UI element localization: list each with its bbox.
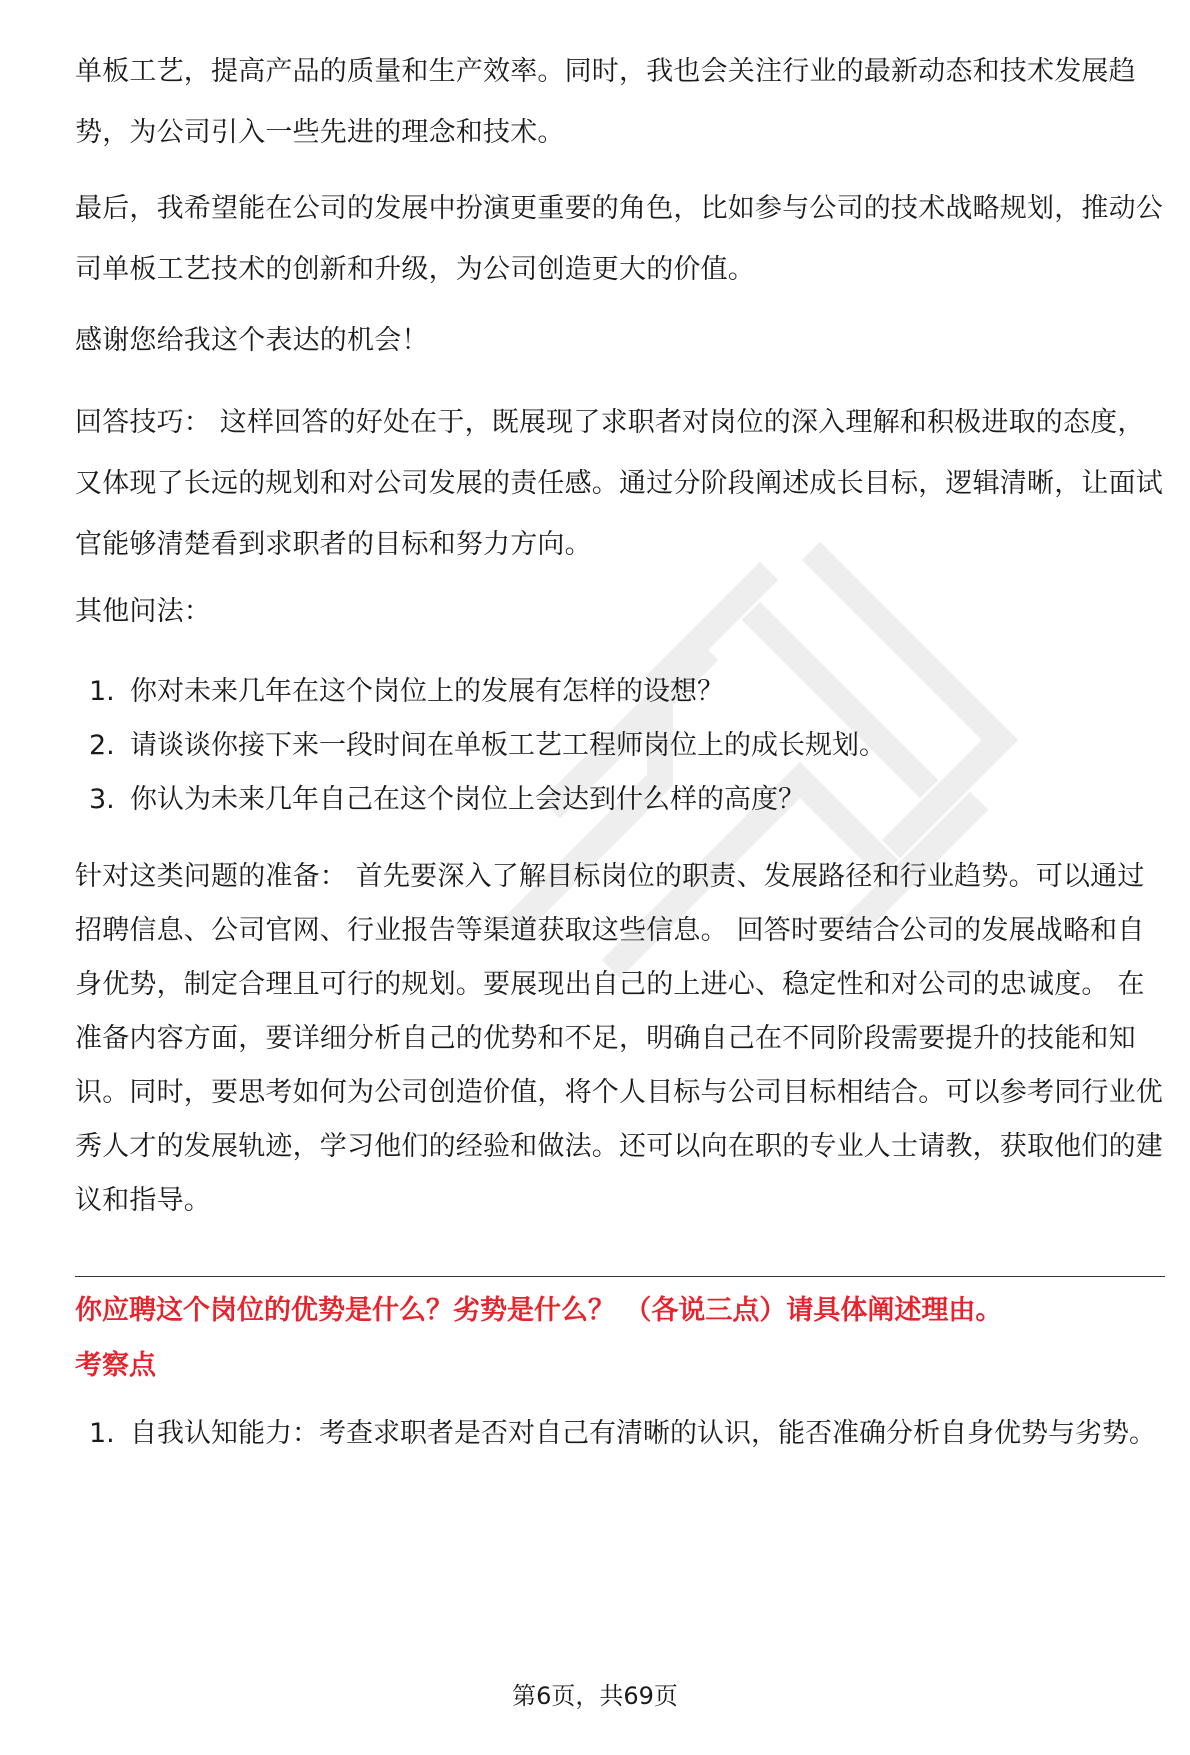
question-title: 你应聘这个岗位的优势是什么？劣势是什么？ （各说三点）请具体阐述理由。 xyxy=(75,1295,1003,1326)
assessment-points-list xyxy=(75,1407,1165,1461)
list-item xyxy=(75,715,1165,776)
paragraph-answer-tips: 回答技巧： 这样回答的好处在于，既展现了求职者对岗位的深入理解和积极进取的态度，又体现了长远的规划和对公司发展的责任感。通过分阶段阐述成长目标，逻辑清晰，让面试官能够清楚看到求职者的目标和努力方向。 xyxy=(75,407,1163,560)
list-item-number: 1. xyxy=(89,1418,115,1449)
paragraph-thanks: 感谢您给我这个表达的机会！ xyxy=(75,325,429,356)
list-item xyxy=(75,661,1165,722)
list-item-text: 自我认知能力：考查求职者是否对自己有清晰的认识，能否准确分析自身优势与劣势。 xyxy=(130,1418,1156,1449)
list-item-text: 你对未来几年在这个岗位上的发展有怎样的设想？ xyxy=(130,676,724,707)
other-questions-list xyxy=(75,661,1165,830)
list-item xyxy=(75,1407,1165,1461)
section-divider xyxy=(75,1276,1165,1277)
paragraph-final-goal: 最后，我希望能在公司的发展中扮演更重要的角色，比如参与公司的技术战略规划，推动公司单板工艺技术的创新和升级，为公司创造更大的价值。 xyxy=(75,193,1163,285)
list-item-text: 请谈谈你接下来一段时间在单板工艺工程师岗位上的成长规划。 xyxy=(130,730,886,761)
list-item-text: 你认为未来几年自己在这个岗位上会达到什么样的高度？ xyxy=(130,784,805,815)
list-item xyxy=(75,769,1165,830)
list-item-number: 1. xyxy=(89,676,115,707)
paragraph-other-questions-label: 其他问法： xyxy=(75,596,211,627)
paragraph-preparation: 针对这类问题的准备： 首先要深入了解目标岗位的职责、发展路径和行业趋势。可以通过招聘信息、公司官网、行业报告等渠道获取这些信息。 回答时要结合公司的发展战略和自身优势，制定合理且可行的规划。要展现出自己的上进心、稳定性和对公司的忠诚度。 在准备内容方面，要详细分析自己的优势和不足，明确自己在不同阶段需要提升的技能和知识。同时，要思考如何为公司创造价值，将个人目标与公司目标相结合。可以参考同行业优秀人才的发展轨迹，学习他们的经验和做法。还可以向在职的专业人士请教，获取他们的建议和指导。 xyxy=(75,861,1163,1216)
list-item-number: 2. xyxy=(89,730,115,761)
page-footer: 第6页，共69页 xyxy=(512,1682,678,1710)
paragraph-continuation: 单板工艺，提高产品的质量和生产效率。同时，我也会关注行业的最新动态和技术发展趋势，为公司引入一些先进的理念和技术。 xyxy=(75,56,1136,148)
section-subheading: 考察点 xyxy=(75,1350,156,1381)
list-item-number: 3. xyxy=(89,784,115,815)
